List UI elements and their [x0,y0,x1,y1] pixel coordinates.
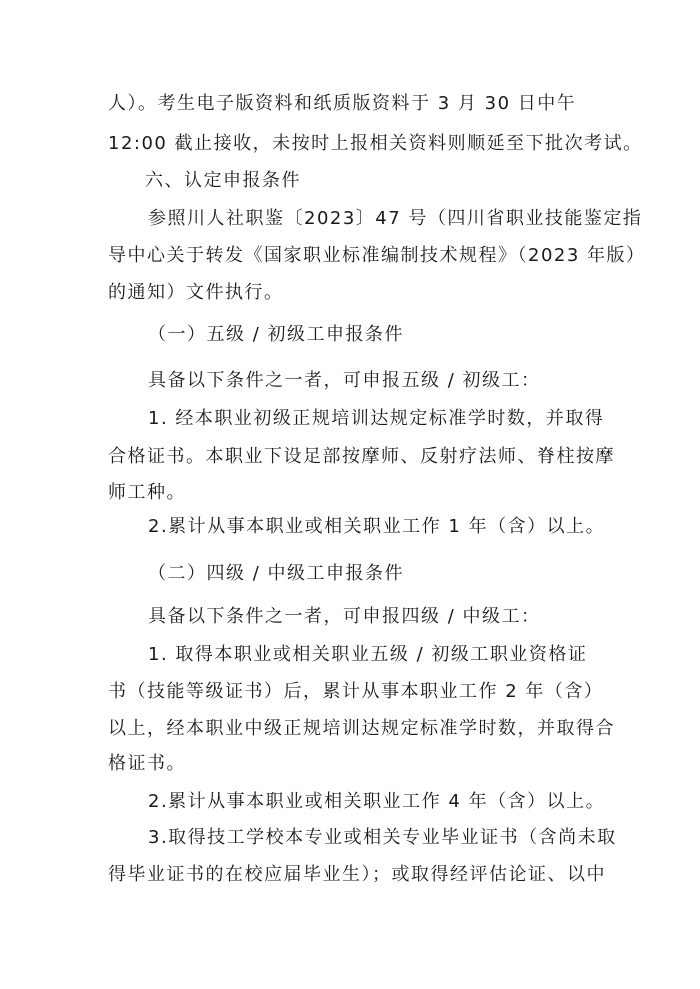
paragraph-line: 12:00 截止接收，未按时上报相关资料则顺延至下批次考试。 [108,133,643,154]
paragraph-line: 师工种。 [108,482,186,503]
paragraph-line: 具备以下条件之一者，可申报五级 / 初级工： [148,370,541,391]
paragraph-line: 参照川人社职鉴〔2023〕47 号（四川省职业技能鉴定指 [148,208,643,229]
list-item: 2.累计从事本职业或相关职业工作 1 年（含）以上。 [148,516,606,537]
paragraph-line: 导中心关于转发《国家职业标准编制技术规程》（2023 年版） [108,245,646,266]
paragraph-line: 合格证书。本职业下设足部按摩师、反射疗法师、脊柱按摩 [108,446,615,467]
paragraph-line: 得毕业证书的在校应届毕业生）；或取得经评估论证、以中 [108,864,606,885]
paragraph-line: 的通知）文件执行。 [108,282,284,303]
paragraph-line: 具备以下条件之一者，可申报四级 / 中级工： [148,606,541,627]
paragraph-line: 人）。考生电子版资料和纸质版资料于 3 月 30 日中午 [108,93,577,114]
paragraph-line: 格证书。 [108,753,186,774]
list-item: 2.累计从事本职业或相关职业工作 4 年（含）以上。 [148,791,606,812]
paragraph-line: 书（技能等级证书）后，累计从事本职业工作 2 年（含） [108,681,604,702]
subsection-heading: （一）五级 / 初级工申报条件 [148,324,405,345]
list-item: 1. 取得本职业或相关职业五级 / 初级工职业资格证 [148,644,588,665]
list-item: 3.取得技工学校本专业或相关专业毕业证书（含尚未取 [148,827,617,848]
subsection-heading: （二）四级 / 中级工申报条件 [148,563,405,584]
list-item: 1. 经本职业初级正规培训达规定标准学时数，并取得 [148,408,605,429]
paragraph-line: 以上，经本职业中级正规培训达规定标准学时数，并取得合 [108,718,615,739]
section-heading: 六、认定申报条件 [145,170,301,191]
